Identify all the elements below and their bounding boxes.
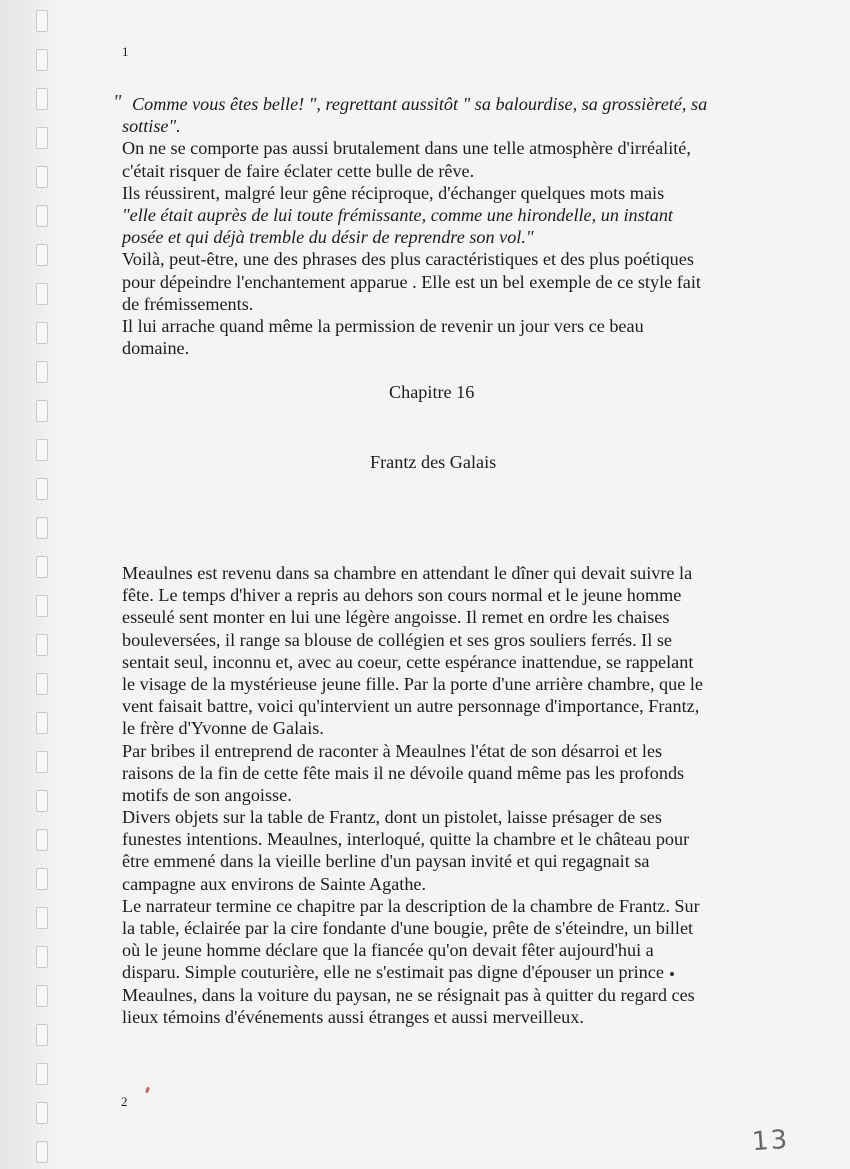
- binding-hole: [36, 283, 48, 305]
- body-line: [122, 917, 742, 939]
- binding-hole: [36, 829, 48, 851]
- body-line: [122, 695, 742, 717]
- body-line-text: disparu. Simple couturière, elle ne s'estimait pas digne d'épouser un prince: [122, 962, 664, 983]
- binding-hole: [36, 1063, 48, 1085]
- body-line-text: esseulé sent monter en lui une légère angoisse. Il remet en ordre les chaises: [122, 607, 670, 628]
- body-line: [122, 562, 742, 584]
- body-line: [122, 740, 742, 762]
- binding-hole: [36, 10, 48, 32]
- body-line: [122, 606, 742, 628]
- intro-line: Comme vous êtes belle! ", regrettant aussitôt " sa balourdise, sa grossièreté, sa: [132, 94, 708, 114]
- binding-hole: [36, 478, 48, 500]
- top-page-number: 1: [122, 44, 129, 59]
- body-line: [122, 651, 742, 673]
- body-line-text: raisons de la fin de cette fête mais il ne dévoile quand même pas les profonds: [122, 762, 685, 783]
- intro-paragraph: [122, 93, 742, 359]
- body-line: [122, 629, 742, 651]
- binding-hole: [36, 673, 48, 695]
- intro-line: On ne se comporte pas aussi brutalement dans une telle atmosphère d'irréalité,: [122, 138, 691, 159]
- binding-hole: [36, 556, 48, 578]
- binding-hole: [36, 439, 48, 461]
- page-binding-edge: [0, 0, 62, 1169]
- body-line: [122, 717, 742, 739]
- binding-hole: [36, 1102, 48, 1124]
- intro-line: posée et qui déjà tremble du désir de reprendre son vol.": [122, 227, 534, 248]
- chapter-summary: [122, 562, 742, 1028]
- body-line-text: Meaulnes est revenu dans sa chambre en attendant le dîner qui devait suivre la: [122, 563, 693, 583]
- intro-line: Voilà, peut-être, une des phrases des plus caractéristiques et des plus poétiques: [122, 249, 694, 270]
- body-line-text: Par bribes il entreprend de raconter à Meaulnes l'état de son désarroi et les: [122, 740, 663, 761]
- binding-hole: [36, 361, 48, 383]
- body-line: [122, 806, 742, 828]
- body-line-text: lieux témoins d'événements aussi étranges et aussi merveilleux.: [122, 1006, 584, 1027]
- punch-holes: [36, 0, 50, 1169]
- body-line: [122, 584, 742, 606]
- intro-line: c'était risquer de faire éclater cette bulle de rêve.: [122, 160, 475, 181]
- intro-line: pour dépeindre l'enchantement apparue . Elle est un bel exemple de ce style fait: [122, 271, 701, 292]
- intro-line: Il lui arrache quand même la permission de revenir un jour vers ce beau: [122, 315, 644, 336]
- handwritten-page-number: 13: [750, 1124, 791, 1158]
- intro-line: domaine.: [122, 338, 190, 359]
- body-line-text: où le jeune homme déclare que la fiancée qu'on devait fêter aujourd'hui a: [122, 940, 654, 961]
- intro-line: de frémissements.: [122, 293, 254, 314]
- body-line-text: Divers objets sur la table de Frantz, dont un pistolet, laisse présager de ses: [122, 807, 662, 828]
- body-line-text: le visage de la mystérieuse jeune fille. Par la porte d'une arrière chambre, que le: [122, 673, 703, 694]
- intro-line: Ils réussirent, malgré leur gêne réciproque, d'échanger quelques mots mais: [122, 182, 665, 203]
- binding-hole: [36, 88, 48, 110]
- body-line-text: Meaulnes, dans la voiture du paysan, ne se résignait pas à quitter du regard ces: [122, 984, 695, 1005]
- intro-line: "elle était auprès de lui toute frémissante, comme une hirondelle, un instant: [122, 204, 673, 225]
- body-line-text: sentait seul, inconnu et, avec au coeur, cette espérance inattendue, se rappelant: [122, 651, 694, 672]
- binding-hole: [36, 595, 48, 617]
- body-line-text: fête. Le temps d'hiver a repris au dehors son cours normal et le jeune homme: [122, 585, 682, 606]
- binding-hole: [36, 517, 48, 539]
- body-line: [122, 984, 742, 1006]
- binding-hole: [36, 127, 48, 149]
- body-line: [122, 762, 742, 784]
- binding-hole: [36, 712, 48, 734]
- body-line-text: funestes intentions. Meaulnes, interloqué, quitte la chambre et le château pour: [122, 829, 690, 850]
- binding-hole: [36, 322, 48, 344]
- chapter-title: Chapitre 16: [389, 382, 475, 402]
- body-line: [122, 1006, 742, 1028]
- body-line-text: motifs de son angoisse.: [122, 784, 292, 805]
- stray-dot: [670, 972, 674, 976]
- binding-hole: [36, 985, 48, 1007]
- body-line: [122, 873, 742, 895]
- body-line: [122, 784, 742, 806]
- body-line: [122, 673, 742, 695]
- binding-hole: [36, 907, 48, 929]
- body-line-text: être emmené dans la vieille berline d'un paysan invité et qui regagnait sa: [122, 851, 650, 872]
- intro-line: sottise".: [122, 116, 181, 137]
- bottom-page-number: 2: [121, 1094, 128, 1109]
- body-line-text: vent faisait battre, voici qu'intervient un autre personnage d'importance, Frantz,: [122, 696, 700, 717]
- binding-hole: [36, 205, 48, 227]
- body-line-text: la table, éclairée par la cire fondante d'une bougie, prête de s'éteindre, un billet: [122, 918, 694, 938]
- binding-hole: [36, 790, 48, 812]
- body-line: [122, 850, 742, 872]
- binding-hole: [36, 400, 48, 422]
- chapter-subtitle: Frantz des Galais: [370, 452, 497, 472]
- binding-hole: [36, 868, 48, 890]
- body-line: [122, 939, 742, 961]
- binding-hole: [36, 166, 48, 188]
- body-line-text: Le narrateur termine ce chapitre par la description de la chambre de Frantz. Sur: [122, 895, 700, 916]
- binding-hole: [36, 244, 48, 266]
- body-line: [122, 895, 742, 917]
- binding-hole: [36, 1141, 48, 1163]
- body-line-text: le frère d'Yvonne de Galais.: [122, 718, 324, 739]
- body-line: [122, 828, 742, 850]
- body-line-text: campagne aux environs de Sainte Agathe.: [122, 873, 427, 894]
- body-line-text: bouleversées, il range sa blouse de collégien et ses gros souliers ferrés. Il se: [122, 629, 672, 650]
- binding-hole: [36, 49, 48, 71]
- binding-hole: [36, 946, 48, 968]
- opening-quote-mark: ": [113, 91, 122, 113]
- binding-hole: [36, 1024, 48, 1046]
- binding-hole: [36, 751, 48, 773]
- body-line: [122, 961, 742, 983]
- binding-hole: [36, 634, 48, 656]
- ink-mark: [145, 1087, 150, 1094]
